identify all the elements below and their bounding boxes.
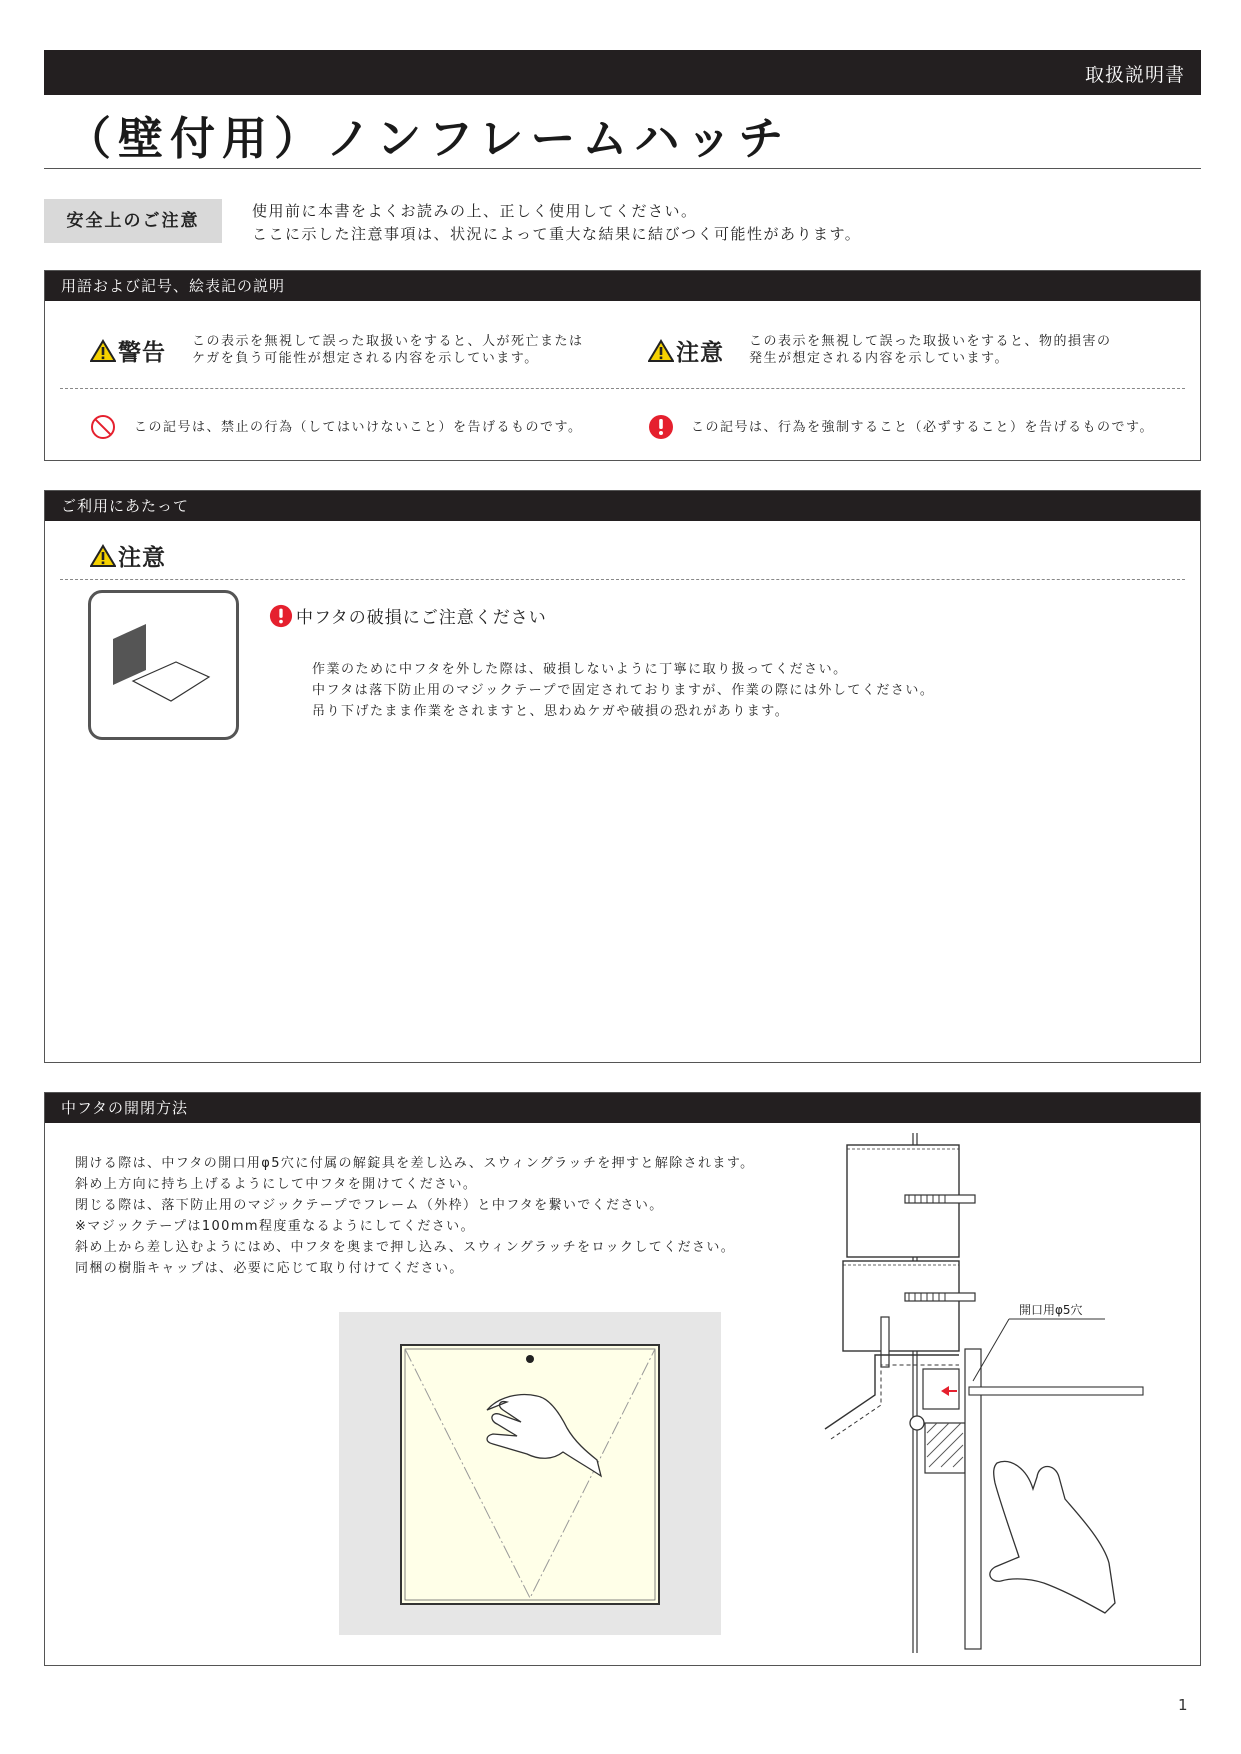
lid-damage-line-2: 中フタは落下防止用のマジックテープで固定されておりますが、作業の際には外してください。 [312, 683, 935, 698]
mandatory-icon [269, 604, 293, 628]
howto-line-6: 同梱の樹脂キャップは、必要に応じて取り付けてください。 [75, 1261, 464, 1276]
lid-damage-heading [269, 603, 547, 628]
prohibition-icon [90, 414, 116, 440]
safety-intro-line-2: ここに示した注意事項は、状況によって重大な結果に結びつく可能性があります。 [252, 225, 862, 243]
warning-label: 警告 [118, 340, 166, 366]
warning-triangle-icon [90, 339, 116, 363]
lid-damage-title: 中フタの破損にご注意ください [296, 608, 547, 628]
caution-description-line-2: 発生が想定される内容を示しています。 [749, 351, 1009, 366]
hole-label: 開口用φ5穴 [1019, 1303, 1083, 1317]
page-number: 1 [1178, 1696, 1188, 1714]
warning-description [192, 333, 584, 367]
warning-description-line-2: ケガを負う可能性が想定される内容を示しています。 [192, 351, 539, 366]
howto-section-heading: 中フタの開閉方法 [45, 1093, 1200, 1123]
lid-damage-body [312, 659, 934, 722]
terms-divider [60, 388, 1185, 389]
howto-line-2: 斜め上方向に持ち上げるようにして中フタを開けてください。 [75, 1177, 478, 1192]
hatch-section-view-illustration [805, 1133, 1195, 1653]
mandatory-description: この記号は、行為を強制すること（必ずすること）を告げるものです。 [691, 420, 1154, 435]
page-title: （壁付用）ノンフレームハッチ [66, 112, 791, 165]
howto-line-4: ※マジックテープは100mm程度重なるようにしてください。 [75, 1219, 475, 1234]
terms-section-heading: 用語および記号、絵表記の説明 [45, 271, 1200, 301]
lid-damage-line-1: 作業のために中フタを外した際は、破損しないように丁寧に取り扱ってください。 [312, 662, 848, 677]
warning-signal [90, 334, 166, 367]
hatch-front-view-illustration [339, 1312, 721, 1635]
howto-line-1: 開ける際は、中フタの開口用φ5穴に付属の解錠具を差し込み、スウィングラッチを押すと解除されます。 [75, 1156, 755, 1171]
doc-type-label: 取扱説明書 [1084, 64, 1185, 86]
caution-triangle-icon [648, 339, 674, 363]
lid-damage-illustration [88, 590, 239, 740]
caution-description-line-1: この表示を無視して誤った取扱いをすると、物的損害の [749, 334, 1112, 349]
caution-triangle-icon [90, 544, 116, 568]
usage-section-heading: ご利用にあたって [45, 491, 1200, 521]
caution-description [749, 333, 1112, 367]
lid-damage-line-3: 吊り下げたまま作業をされますと、思わぬケガや破損の恐れがあります。 [312, 704, 790, 719]
safety-intro-line-1: 使用前に本書をよくお読みの上、正しく使用してください。 [252, 202, 698, 220]
caution-label: 注意 [676, 340, 724, 366]
howto-line-5: 斜め上から差し込むようにはめ、中フタを奥まで押し込み、スウィングラッチをロックしてください。 [75, 1240, 736, 1255]
usage-caution-signal [90, 539, 166, 572]
safety-badge: 安全上のご注意 [44, 199, 222, 243]
caution-signal [648, 334, 724, 367]
prohibition-description: この記号は、禁止の行為（してはいけないこと）を告げるものです。 [134, 420, 583, 435]
lid-panel-icon [91, 593, 236, 737]
howto-section [44, 1092, 1201, 1666]
terms-section [44, 270, 1201, 461]
safety-intro [252, 200, 861, 246]
title-divider [44, 168, 1201, 169]
usage-caution-label: 注意 [118, 545, 166, 571]
mandatory-icon [648, 414, 674, 440]
header-bar [44, 50, 1201, 95]
warning-description-line-1: この表示を無視して誤った取扱いをすると、人が死亡または [192, 334, 584, 349]
usage-section [44, 490, 1201, 1063]
howto-line-3: 閉じる際は、落下防止用のマジックテープでフレーム（外枠）と中フタを繋いでください。 [75, 1198, 664, 1213]
howto-instructions [75, 1153, 755, 1279]
usage-divider [60, 579, 1185, 580]
